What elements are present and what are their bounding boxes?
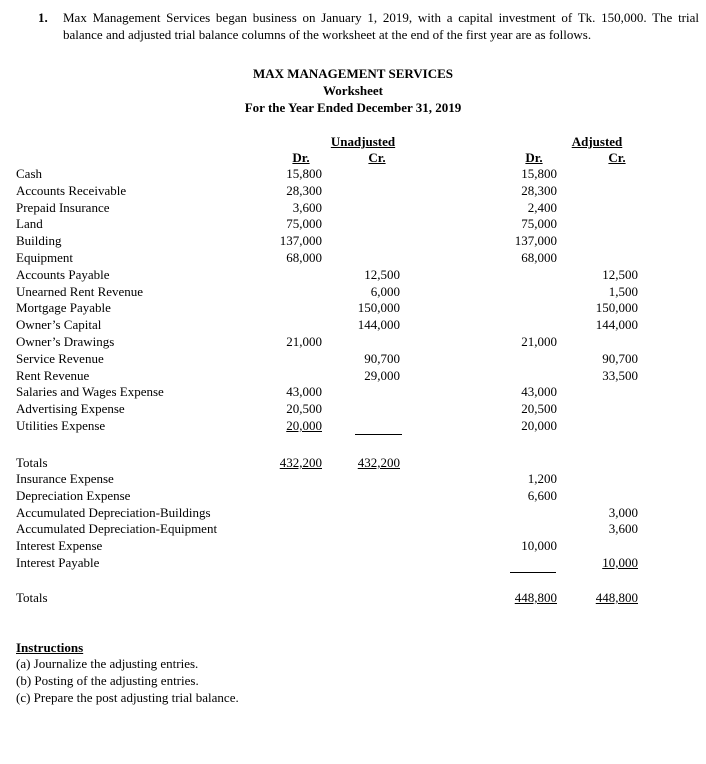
adjusted-cr-value: 144,000 [595,317,638,332]
account-label: Owner’s Drawings [16,334,115,349]
unadjusted-cr-value: 144,000 [357,317,400,332]
adjusted-cr-header: Cr. [608,150,626,165]
unadjusted-dr-value: 68,000 [286,250,322,265]
adjusted-cr-value: 10,000 [602,555,638,570]
account-label: Owner’s Capital [16,317,102,332]
instruction-item: (c) Prepare the post adjusting trial balance. [16,690,239,705]
account-label: Accounts Receivable [16,183,127,198]
document-title: Worksheet [323,83,383,98]
unadjusted-cr-value: 6,000 [370,284,400,299]
total-rule [510,572,556,573]
totals-label: Totals [16,455,48,470]
adjusted-cr-value: 12,500 [602,267,638,282]
adjusted-dr-value: 2,400 [527,200,557,215]
account-label: Unearned Rent Revenue [16,284,144,299]
total-rule [355,434,402,435]
unadjusted-dr-value: 28,300 [286,183,322,198]
adjusted-dr-value: 10,000 [521,538,557,553]
account-label: Cash [16,166,42,181]
account-label: Depreciation Expense [16,488,131,503]
instructions-heading: Instructions [16,640,84,655]
adjusted-cr-value: 90,700 [602,351,638,366]
unadjusted-dr-value: 15,800 [286,166,322,181]
period-line: For the Year Ended December 31, 2019 [244,100,462,115]
adjusted-dr-value: 43,000 [521,384,557,399]
adjusted-dr-value: 20,000 [521,418,557,433]
unadjusted-header: Unadjusted [330,134,396,149]
problem-number: 1. [38,10,48,25]
adjusted-dr-value: 15,800 [521,166,557,181]
adjusted-cr-value: 33,500 [602,368,638,383]
adjusted-header: Adjusted [571,134,623,149]
account-label: Utilities Expense [16,418,106,433]
unadjusted-dr-value: 20,000 [286,418,322,433]
instruction-item: (a) Journalize the adjusting entries. [16,656,199,671]
account-label: Building [16,233,62,248]
account-label: Accumulated Depreciation-Buildings [16,505,211,520]
account-label: Advertising Expense [16,401,125,416]
adjusted-dr-value: 68,000 [521,250,557,265]
account-label: Interest Payable [16,555,100,570]
unadjusted-dr-total: 432,200 [279,455,322,470]
company-name: MAX MANAGEMENT SERVICES [252,66,454,81]
adjusted-cr-value: 1,500 [608,284,638,299]
problem-text: Max Management Services began business on January 1, 2019, with a capital investment of Tk. 150,000. The trial balance and adjusted trial balance columns of the worksheet at the end of the first year are as follows. [63,10,699,42]
adjusted-dr-total: 448,800 [514,590,557,605]
account-label: Accumulated Depreciation-Equipment [16,521,218,536]
account-label: Prepaid Insurance [16,200,110,215]
account-label: Land [16,216,43,231]
adjusted-dr-value: 20,500 [521,401,557,416]
adjusted-dr-value: 75,000 [521,216,557,231]
account-label: Interest Expense [16,538,103,553]
unadjusted-dr-value: 137,000 [279,233,322,248]
adjusted-cr-value: 3,000 [608,505,638,520]
adjusted-dr-value: 28,300 [521,183,557,198]
instruction-item: (b) Posting of the adjusting entries. [16,673,199,688]
unadjusted-dr-value: 43,000 [286,384,322,399]
unadjusted-cr-header: Cr. [368,150,386,165]
account-label: Rent Revenue [16,368,90,383]
adjusted-dr-value: 1,200 [527,471,557,486]
unadjusted-cr-value: 90,700 [364,351,400,366]
account-label: Insurance Expense [16,471,114,486]
unadjusted-dr-value: 20,500 [286,401,322,416]
unadjusted-cr-value: 150,000 [357,300,400,315]
account-label: Equipment [16,250,74,265]
account-label: Accounts Payable [16,267,110,282]
adjusted-cr-value: 150,000 [595,300,638,315]
unadjusted-dr-value: 3,600 [292,200,322,215]
unadjusted-dr-header: Dr. [292,150,310,165]
totals-label: Totals [16,590,48,605]
adjusted-dr-value: 21,000 [521,334,557,349]
unadjusted-cr-value: 29,000 [364,368,400,383]
unadjusted-cr-value: 12,500 [364,267,400,282]
unadjusted-dr-value: 75,000 [286,216,322,231]
adjusted-cr-total: 448,800 [595,590,638,605]
adjusted-dr-value: 6,600 [527,488,557,503]
adjusted-cr-value: 3,600 [608,521,638,536]
unadjusted-cr-total: 432,200 [357,455,400,470]
adjusted-dr-value: 137,000 [514,233,557,248]
unadjusted-dr-value: 21,000 [286,334,322,349]
account-label: Service Revenue [16,351,104,366]
account-label: Salaries and Wages Expense [16,384,164,399]
account-label: Mortgage Payable [16,300,111,315]
adjusted-dr-header: Dr. [525,150,543,165]
